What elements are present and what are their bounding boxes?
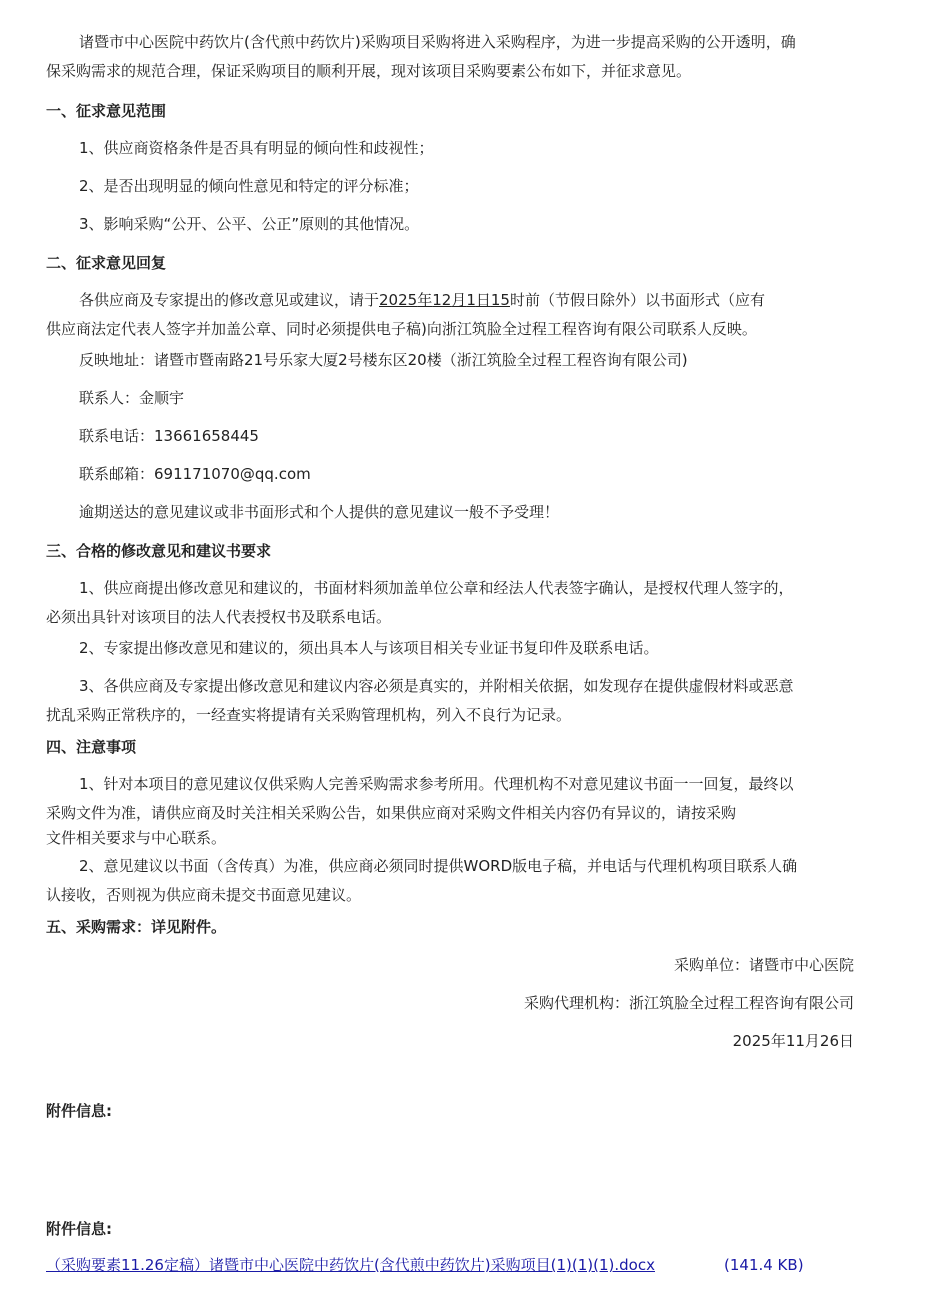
section-1-item-3: 3、影响采购“公开、公平、公正”原则的其他情况。	[79, 215, 420, 233]
deadline-month-unit: 月	[451, 291, 467, 309]
section-3-paragraph-2: 2、专家提出修改意见和建议的，须出具本人与该项目相关专业证书复印件及联系电话。	[79, 639, 659, 657]
feedback-address: 反映地址：诸暨市暨南路21号乐家大厦2号楼东区20楼（浙江筑脸全过程工程咨询有限公司)	[79, 351, 688, 369]
deadline-day-unit: 日	[475, 291, 491, 309]
procurement-agency: 采购代理机构：浙江筑脸全过程工程咨询有限公司	[523, 994, 854, 1012]
announcement-date: 2025年11月26日	[732, 1032, 854, 1050]
section-2-p1-line-2: 供应商法定代表人签字并加盖公章、同时必须提供电子稿)向浙江筑脸全过程工程咨询有限公司联系人反映。	[46, 320, 757, 338]
deadline-hour: 15	[490, 291, 510, 309]
purchaser-unit: 采购单位：诸暨市中心医院	[673, 956, 854, 974]
section-2-title: 二、征求意见回复	[46, 254, 167, 272]
section-4-paragraph-1	[46, 770, 854, 849]
section-4-p2-line-1: 2、意见建议以书面（含传真）为准，供应商必须同时提供WORD版电子稿，并电话与代理机构项目联系人确	[79, 857, 798, 875]
intro-paragraph	[46, 28, 854, 86]
section-4-p1-line-2: 采购文件为准，请供应商及时关注相关采购公告，如果供应商对采购文件相关内容仍有异议的，请按采购	[46, 804, 737, 822]
contact-phone: 联系电话：13661658445	[79, 427, 259, 445]
deadline-year: 2025	[379, 291, 418, 309]
attachment-file-size: (141.4 KB)	[724, 1256, 804, 1274]
deadline-date	[379, 291, 510, 309]
deadline-year-unit: 年	[417, 291, 433, 309]
section-3-paragraph-3	[46, 672, 854, 730]
section-4-title: 四、注意事项	[46, 738, 137, 756]
deadline-prefix: 各供应商及专家提出的修改意见或建议，请于	[79, 291, 380, 309]
section-4-paragraph-2	[46, 852, 854, 910]
section-1-title: 一、征求意见范围	[46, 102, 167, 120]
contact-email: 联系邮箱：691171070@qq.com	[79, 465, 311, 483]
section-4-p1-line-1: 1、针对本项目的意见建议仅供采购人完善采购需求参考所用。代理机构不对意见建议书面一一回复，最终以	[79, 775, 794, 793]
section-3-title: 三、合格的修改意见和建议书要求	[46, 542, 272, 560]
section-1-item-1: 1、供应商资格条件是否具有明显的倾向性和歧视性；	[79, 139, 434, 157]
attachment-info-label-1: 附件信息:	[46, 1102, 112, 1120]
section-3-p3-line-1: 3、各供应商及专家提出修改意见和建议内容必须是真实的，并附相关依据，如发现存在提供虚假材料或恶意	[79, 677, 794, 695]
deadline-suffix: 时前（节假日除外）以书面形式（应有	[509, 291, 765, 309]
section-1-item-2: 2、是否出现明显的倾向性意见和特定的评分标准；	[79, 177, 419, 195]
late-submission-note: 逾期送达的意见建议或非书面形式和个人提供的意见建议一般不予受理！	[79, 503, 560, 521]
intro-line-2: 保采购需求的规范合理，保证采购项目的顺利开展，现对该项目采购要素公布如下，并征求意见。	[46, 62, 692, 80]
section-5-title: 五、采购需求：详见附件。	[46, 918, 227, 936]
section-4-p2-line-2: 认接收，否则视为供应商未提交书面意见建议。	[46, 886, 362, 904]
contact-person: 联系人：金顺宇	[79, 389, 185, 407]
section-3-p3-line-2: 扰乱采购正常秩序的，一经查实将提请有关采购管理机构，列入不良行为记录。	[46, 706, 572, 724]
deadline-day: 1	[466, 291, 476, 309]
section-3-paragraph-1	[46, 574, 854, 632]
attachment-file-link[interactable]: （采购要素11.26定稿）诸暨市中心医院中药饮片(含代煎中药饮片)采购项目(1)(1)(1).docx	[46, 1256, 655, 1274]
section-3-p1-line-2: 必须出具针对该项目的法人代表授权书及联系电话。	[46, 608, 392, 626]
intro-line-1: 诸暨市中心医院中药饮片(含代煎中药饮片)采购项目采购将进入采购程序，为进一步提高采购的公开透明，确	[79, 33, 796, 51]
section-4-p1-line-3: 文件相关要求与中心联系。	[46, 829, 227, 847]
section-2-paragraph-1	[46, 286, 854, 344]
section-2-p1-line-1	[46, 286, 854, 315]
section-3-p1-line-1: 1、供应商提出修改意见和建议的，书面材料须加盖单位公章和经法人代表签字确认，是授权代理人签字的，	[79, 579, 794, 597]
attachment-info-label-2: 附件信息:	[46, 1220, 112, 1238]
deadline-month: 12	[432, 291, 452, 309]
